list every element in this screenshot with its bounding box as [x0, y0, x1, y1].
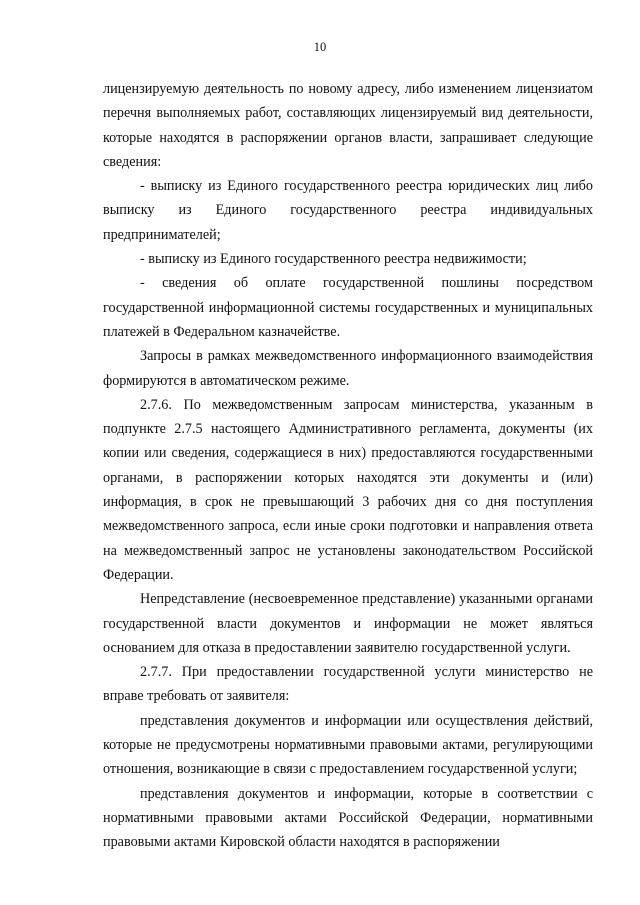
paragraph-2-7-6: 2.7.6. По межведомственным запросам министерства, указанным в подпункте 2.7.5 настоящего Административного регламента, документы (их копии или сведения, содержащиеся в них) предоставляются государственными органами, в распоряжении которых находятся эти документы и (или) информация, в срок не превышающий 3 рабочих дня со дня поступления межведомственного запроса, если иные сроки подготовки и направления ответа на межведомственный запрос не установлены законодательством Российской Федерации. [103, 396, 593, 583]
paragraph-non-submission: Непредставление (несвоевременное представление) указанными органами государственной власти документов и информации не может являться основанием для отказа в предоставлении заявителю государственной услуги. [103, 591, 593, 656]
list-item-duty-payment: - сведения об оплате государственной пошлины посредством государственной информационной системы государственных и муниципальных платежей в Федеральном казначействе. [103, 275, 593, 340]
paragraph-continuation: лицензируемую деятельность по новому адресу, либо изменением лицензиатом перечня выполняемых работ, составляющих лицензируемый вид деятельности, которые находятся в распоряжении органов власти, запрашивает следующие сведения: [103, 81, 593, 170]
page-number: 10 [313, 40, 327, 54]
paragraph-2-7-7: 2.7.7. При предоставлении государственной услуги министерство не вправе требовать от заявителя: [103, 664, 593, 705]
paragraph-requirement-1: представления документов и информации или осуществления действий, которые не предусмотрены нормативными правовыми актами, регулирующими отношения, возникающие в связи с предоставлением государственной услуги; [103, 712, 593, 778]
list-item-egrn-extract: - выписку из Единого государственного реестра недвижимости; [140, 251, 527, 268]
list-item-egrul-extract: - выписку из Единого государственного реестра юридических лиц либо выписку из Единого государственного реестра индивидуальных предпринимателей; [103, 178, 593, 243]
paragraph-requirement-2: представления документов и информации, которые в соответствии с нормативными правовыми актами Российской Федерации, нормативными правовыми актами Кировской области находятся в распоряжении [103, 785, 593, 851]
document-body [103, 77, 593, 855]
paragraph-requests: Запросы в рамках межведомственного информационного взаимодействия формируются в автоматическом режиме. [103, 348, 593, 389]
